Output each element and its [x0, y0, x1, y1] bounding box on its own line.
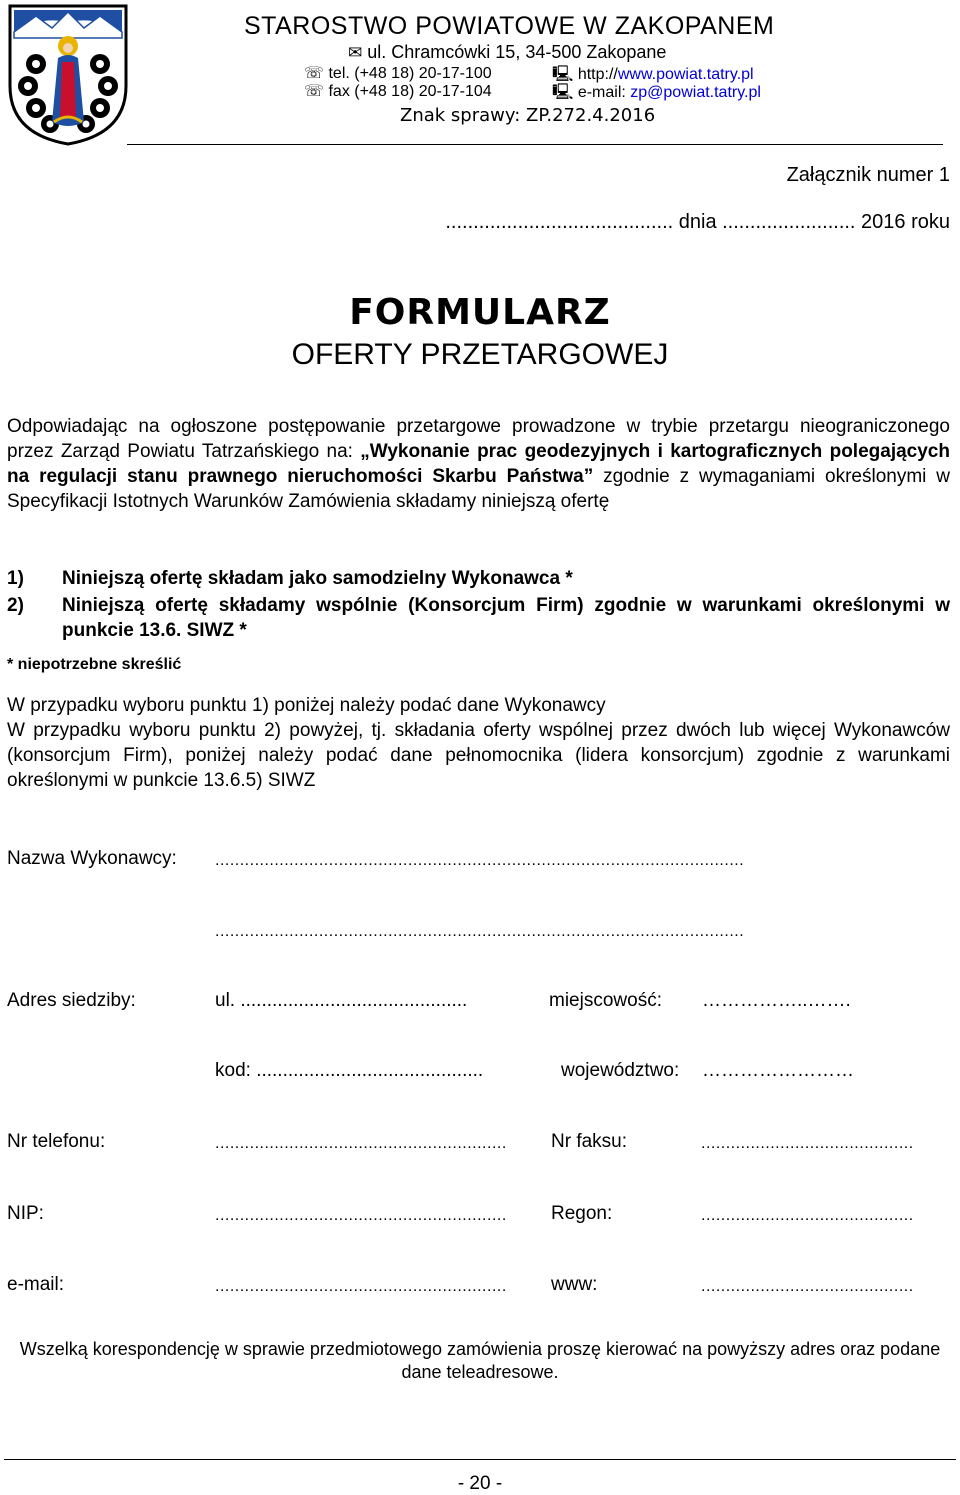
footer-divider — [4, 1459, 956, 1460]
intro-subject: „Wykonanie prac geodezyjnych i kartograficznych polegających na regulacji stanu prawnego nieruchomości Skarbu Państwa” — [7, 441, 950, 487]
form-subtitle: OFERTY PRZETARGOWEJ — [291, 338, 669, 371]
fax-text: fax (+48 18) 20-17-104 — [328, 83, 492, 100]
nip-label: NIP: — [7, 1203, 44, 1224]
option-text: Niniejszą ofertę składamy wspólnie (Konsorcjum Firm) zgodnie w warunkami określonymi w punkcie 13.6. SIWZ * — [62, 595, 950, 641]
name-field-line-2[interactable]: ........................................................................................................... — [215, 923, 745, 940]
regon-label: Regon: — [551, 1203, 613, 1224]
address-label: Adres siedziby: — [7, 990, 136, 1011]
instruction-1: W przypadku wyboru punktu 1) poniżej należy podać dane Wykonawcy — [7, 695, 606, 716]
postcode-field[interactable]: kod: ........................................... — [215, 1060, 484, 1081]
annex-label: Załącznik numer 1 — [786, 164, 950, 186]
computer-icon: 🖳 — [552, 84, 574, 101]
name-field-line-1[interactable]: ........................................................................................................... — [215, 852, 745, 869]
coat-of-arms-logo — [6, 2, 130, 146]
email-link[interactable]: zp@powiat.tatry.pl — [630, 84, 761, 101]
case-number: Znak sprawy: ZP.272.4.2016 — [400, 105, 656, 126]
www-prefix: http:// — [577, 66, 618, 83]
closing-note: Wszelką korespondencję w sprawie przedmiotowego zamówienia proszę kierować na powyższy adres oraz podane dane teleadresowe. — [19, 1339, 941, 1382]
email-label: e-mail: — [7, 1274, 65, 1295]
option-number: 2) — [7, 595, 24, 616]
office-name: STAROSTWO POWIATOWE W ZAKOPANEM — [244, 12, 775, 40]
instruction-2: W przypadku wyboru punktu 2) powyżej, tj. składania oferty wspólnej przez dwóch lub więcej Wykonawców (konsorcjum Firm), poniżej należy podać dane pełnomocnika (lidera konsorcjum) zgodnie z warunkami określonymi w punkcie 13.6.5) SIWZ — [7, 720, 950, 791]
email-line — [552, 81, 761, 108]
form-title: FORMULARZ — [349, 292, 611, 333]
email-prefix: e-mail: — [577, 84, 631, 101]
envelope-icon: ✉ — [348, 43, 363, 62]
tel-text: tel. (+48 18) 20-17-100 — [328, 65, 492, 82]
street-field[interactable]: ul. ........................................... — [215, 990, 468, 1011]
nip-field[interactable]: ........................................................... — [215, 1207, 507, 1224]
region-field[interactable]: …………………… — [702, 1060, 854, 1081]
tel-line — [304, 63, 492, 83]
city-label: miejscowość: — [549, 990, 662, 1011]
header-divider — [127, 144, 943, 145]
email-field[interactable]: ........................................................... — [215, 1278, 507, 1295]
intro-paragraph — [7, 414, 950, 514]
city-field[interactable]: ……………..……. — [702, 990, 851, 1011]
address-line — [348, 42, 666, 63]
option-1 — [7, 568, 950, 590]
fax-field[interactable]: ........................................... — [701, 1135, 914, 1152]
name-label: Nazwa Wykonawcy: — [7, 848, 177, 869]
option-text: Niniejszą ofertę składam jako samodzielny Wykonawca * — [62, 568, 573, 589]
date-line: ......................................... dnia ........................ 2016 roku — [445, 211, 950, 233]
address-text: ul. Chramcówki 15, 34-500 Zakopane — [367, 42, 667, 62]
intro-part2: zgodnie z wymaganiami określonymi w Specyfikacji Istotnych Warunków Zamówienia składamy niniejszą ofertę — [7, 466, 950, 512]
option-number: 1) — [7, 568, 24, 589]
phone-label: Nr telefonu: — [7, 1131, 106, 1152]
option-2 — [7, 593, 950, 643]
fax-label: Nr faksu: — [551, 1131, 628, 1152]
footnote: * niepotrzebne skreślić — [7, 656, 182, 673]
region-label: województwo: — [561, 1060, 680, 1081]
www-label: www: — [551, 1274, 598, 1295]
regon-field[interactable]: ........................................... — [701, 1207, 914, 1224]
website-link[interactable]: www.powiat.tatry.pl — [617, 66, 754, 83]
phone-field[interactable]: ........................................................... — [215, 1135, 507, 1152]
page-number: - 20 - — [457, 1473, 503, 1494]
fax-line — [304, 81, 492, 101]
www-field[interactable]: ........................................... — [701, 1278, 914, 1295]
phone-icon: ☏ — [304, 65, 325, 82]
phone-icon: ☏ — [304, 83, 325, 100]
computer-icon: 🖳 — [552, 66, 574, 83]
intro-part1: Odpowiadając na ogłoszone postępowanie przetargowe prowadzone w trybie przetargu nieograniczonego przez Zarząd Powiatu Tatrzańskiego na: — [7, 416, 950, 462]
